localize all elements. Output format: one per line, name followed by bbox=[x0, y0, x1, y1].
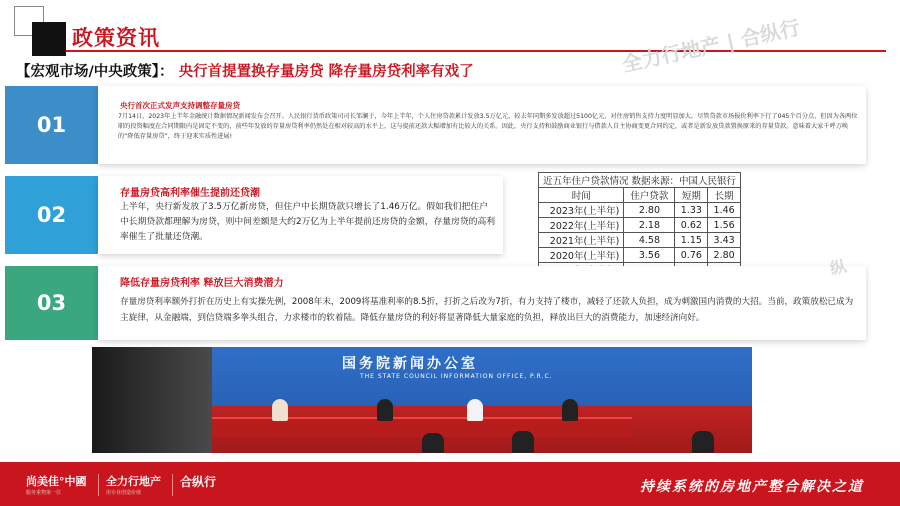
table-cell: 2021年(上半年) bbox=[539, 233, 624, 248]
footer-slogan: 持续系统的房地产整合解决之道 bbox=[640, 479, 864, 495]
table-cell: 2022年(上半年) bbox=[539, 218, 624, 233]
photo-left-shadow bbox=[92, 347, 212, 453]
table-header: 时间 bbox=[539, 188, 624, 203]
table-header: 住户贷款 bbox=[624, 188, 675, 203]
table-row bbox=[539, 248, 741, 263]
photo-person bbox=[562, 399, 578, 421]
table-row bbox=[539, 218, 741, 233]
table-header: 短期 bbox=[675, 188, 708, 203]
section-title-03: 降低存量房贷利率 释放巨大消费潜力 bbox=[120, 278, 284, 289]
section-card-03 bbox=[98, 266, 866, 340]
table-cell: 1.56 bbox=[708, 218, 741, 233]
photo-person bbox=[377, 399, 393, 421]
table-header: 长期 bbox=[708, 188, 741, 203]
table-cell: 0.62 bbox=[675, 218, 708, 233]
loan-table-container bbox=[538, 172, 741, 278]
table-row bbox=[539, 233, 741, 248]
photo-person bbox=[467, 399, 483, 421]
section-card-02 bbox=[98, 176, 503, 254]
photo-banner-en: THE STATE COUNCIL INFORMATION OFFICE, P.R.C. bbox=[360, 373, 553, 380]
section-number-02: 02 bbox=[5, 176, 98, 254]
table-header-row bbox=[539, 188, 741, 203]
header-divider bbox=[66, 50, 886, 52]
section-body-03: 存量房贷利率额外打折在历史上有实操先例，2008年末，2009将基准利率的8.5折，打折之后改为7折，有力支持了楼市，减轻了还款人负担，成为刺激国内消费的大招。当前，政策放松已成为主旋律，从金融端，到信贷端多拳头组合，力求楼市的软着陆。降低存量房贷的利好将显著降低大量家庭的负担，释放出巨大的消费能力，加速经济向好。 bbox=[120, 297, 854, 323]
watermark: 全力行地产 | 合纵行 bbox=[619, 15, 803, 77]
table-row bbox=[539, 203, 741, 218]
section-body-01: 7月14日，2023年上半年金融统计数据情况新闻发布会召开。人民银行货币政策司司长邹澜于，今年上半年，个人住房贷款累计发放3.5万亿元，较去年同期多发放超过5100亿元，对住房销售支持力度明显加大。尽管贷款市场报价利率下行了045个百分点，但因为各两位职的投资幅度在合同期限内是固定不变的，前些年发放的存量房贷利率仍然处在相对较高的水平上，这与提前还款大幅增加有比较大的关系。因此，央行支持和鼓励商业银行与借款人自主协商变更合同约定，或者是新发放贷款置换原来的存量贷款。意味着大家千呼万唤的“降低存量房贷”，终于迎来实质性进展! bbox=[118, 113, 858, 140]
loan-table bbox=[538, 172, 741, 278]
photo-banner-cn: 国务院新闻办公室 bbox=[342, 356, 478, 372]
footer-bar bbox=[0, 462, 900, 506]
photo-audience bbox=[422, 433, 444, 453]
footer-divider bbox=[98, 474, 99, 496]
table-cell: 4.58 bbox=[624, 233, 675, 248]
table-cell: 3.43 bbox=[708, 233, 741, 248]
section-number-03: 03 bbox=[5, 266, 98, 340]
footer-brand-2: 全力行地产 bbox=[106, 475, 161, 488]
table-cell: 2.80 bbox=[624, 203, 675, 218]
subtitle-category: 【宏观市场/中央政策】： bbox=[16, 64, 174, 80]
section-title-02: 存量房贷高利率催生提前还贷潮 bbox=[120, 188, 260, 199]
footer-brand-3: 合纵行 bbox=[180, 475, 217, 489]
table-cell: 0.76 bbox=[675, 248, 708, 263]
table-caption: 近五年住户贷款情况 数据来源：中国人民银行 bbox=[539, 173, 741, 188]
header-deco-square-filled bbox=[32, 22, 66, 56]
table-cell: 3.56 bbox=[624, 248, 675, 263]
page-subtitle bbox=[16, 60, 474, 81]
table-cell: 1.15 bbox=[675, 233, 708, 248]
table-cell: 2020年(上半年) bbox=[539, 248, 624, 263]
footer-brand-2-sub: 用专业创造价值 bbox=[106, 490, 142, 496]
subtitle-headline: 央行首提置换存量房贷 降存量房贷利率有戏了 bbox=[178, 64, 474, 80]
photo-person bbox=[272, 399, 288, 421]
section-number-01: 01 bbox=[5, 86, 98, 164]
footer-brand-1: 尚美佳°中國 bbox=[26, 475, 87, 488]
footer-brand-1-sub: 服务重物第一位 bbox=[26, 490, 62, 496]
watermark-side: 纵 bbox=[828, 256, 849, 279]
section-title-01: 央行首次正式发声支持调整存量房贷 bbox=[120, 101, 240, 110]
page-title: 政策资讯 bbox=[72, 26, 160, 50]
section-card-01 bbox=[98, 86, 866, 164]
table-cell: 1.46 bbox=[708, 203, 741, 218]
section-body-02: 上半年，央行新发放了3.5万亿新房贷，但住户中长期贷款只增长了1.46万亿。假如我们把住户中长期贷款都理解为房贷，则中间差额是大约2万亿为上半年提前还房贷的金额，存量房贷的高利率催生了批量还贷潮。 bbox=[120, 202, 496, 242]
photo-audience bbox=[692, 431, 714, 453]
table-cell: 1.33 bbox=[675, 203, 708, 218]
table-cell: 2.80 bbox=[708, 248, 741, 263]
table-cell: 2023年(上半年) bbox=[539, 203, 624, 218]
footer-divider bbox=[172, 474, 173, 496]
photo-audience bbox=[512, 431, 534, 453]
table-cell: 2.18 bbox=[624, 218, 675, 233]
